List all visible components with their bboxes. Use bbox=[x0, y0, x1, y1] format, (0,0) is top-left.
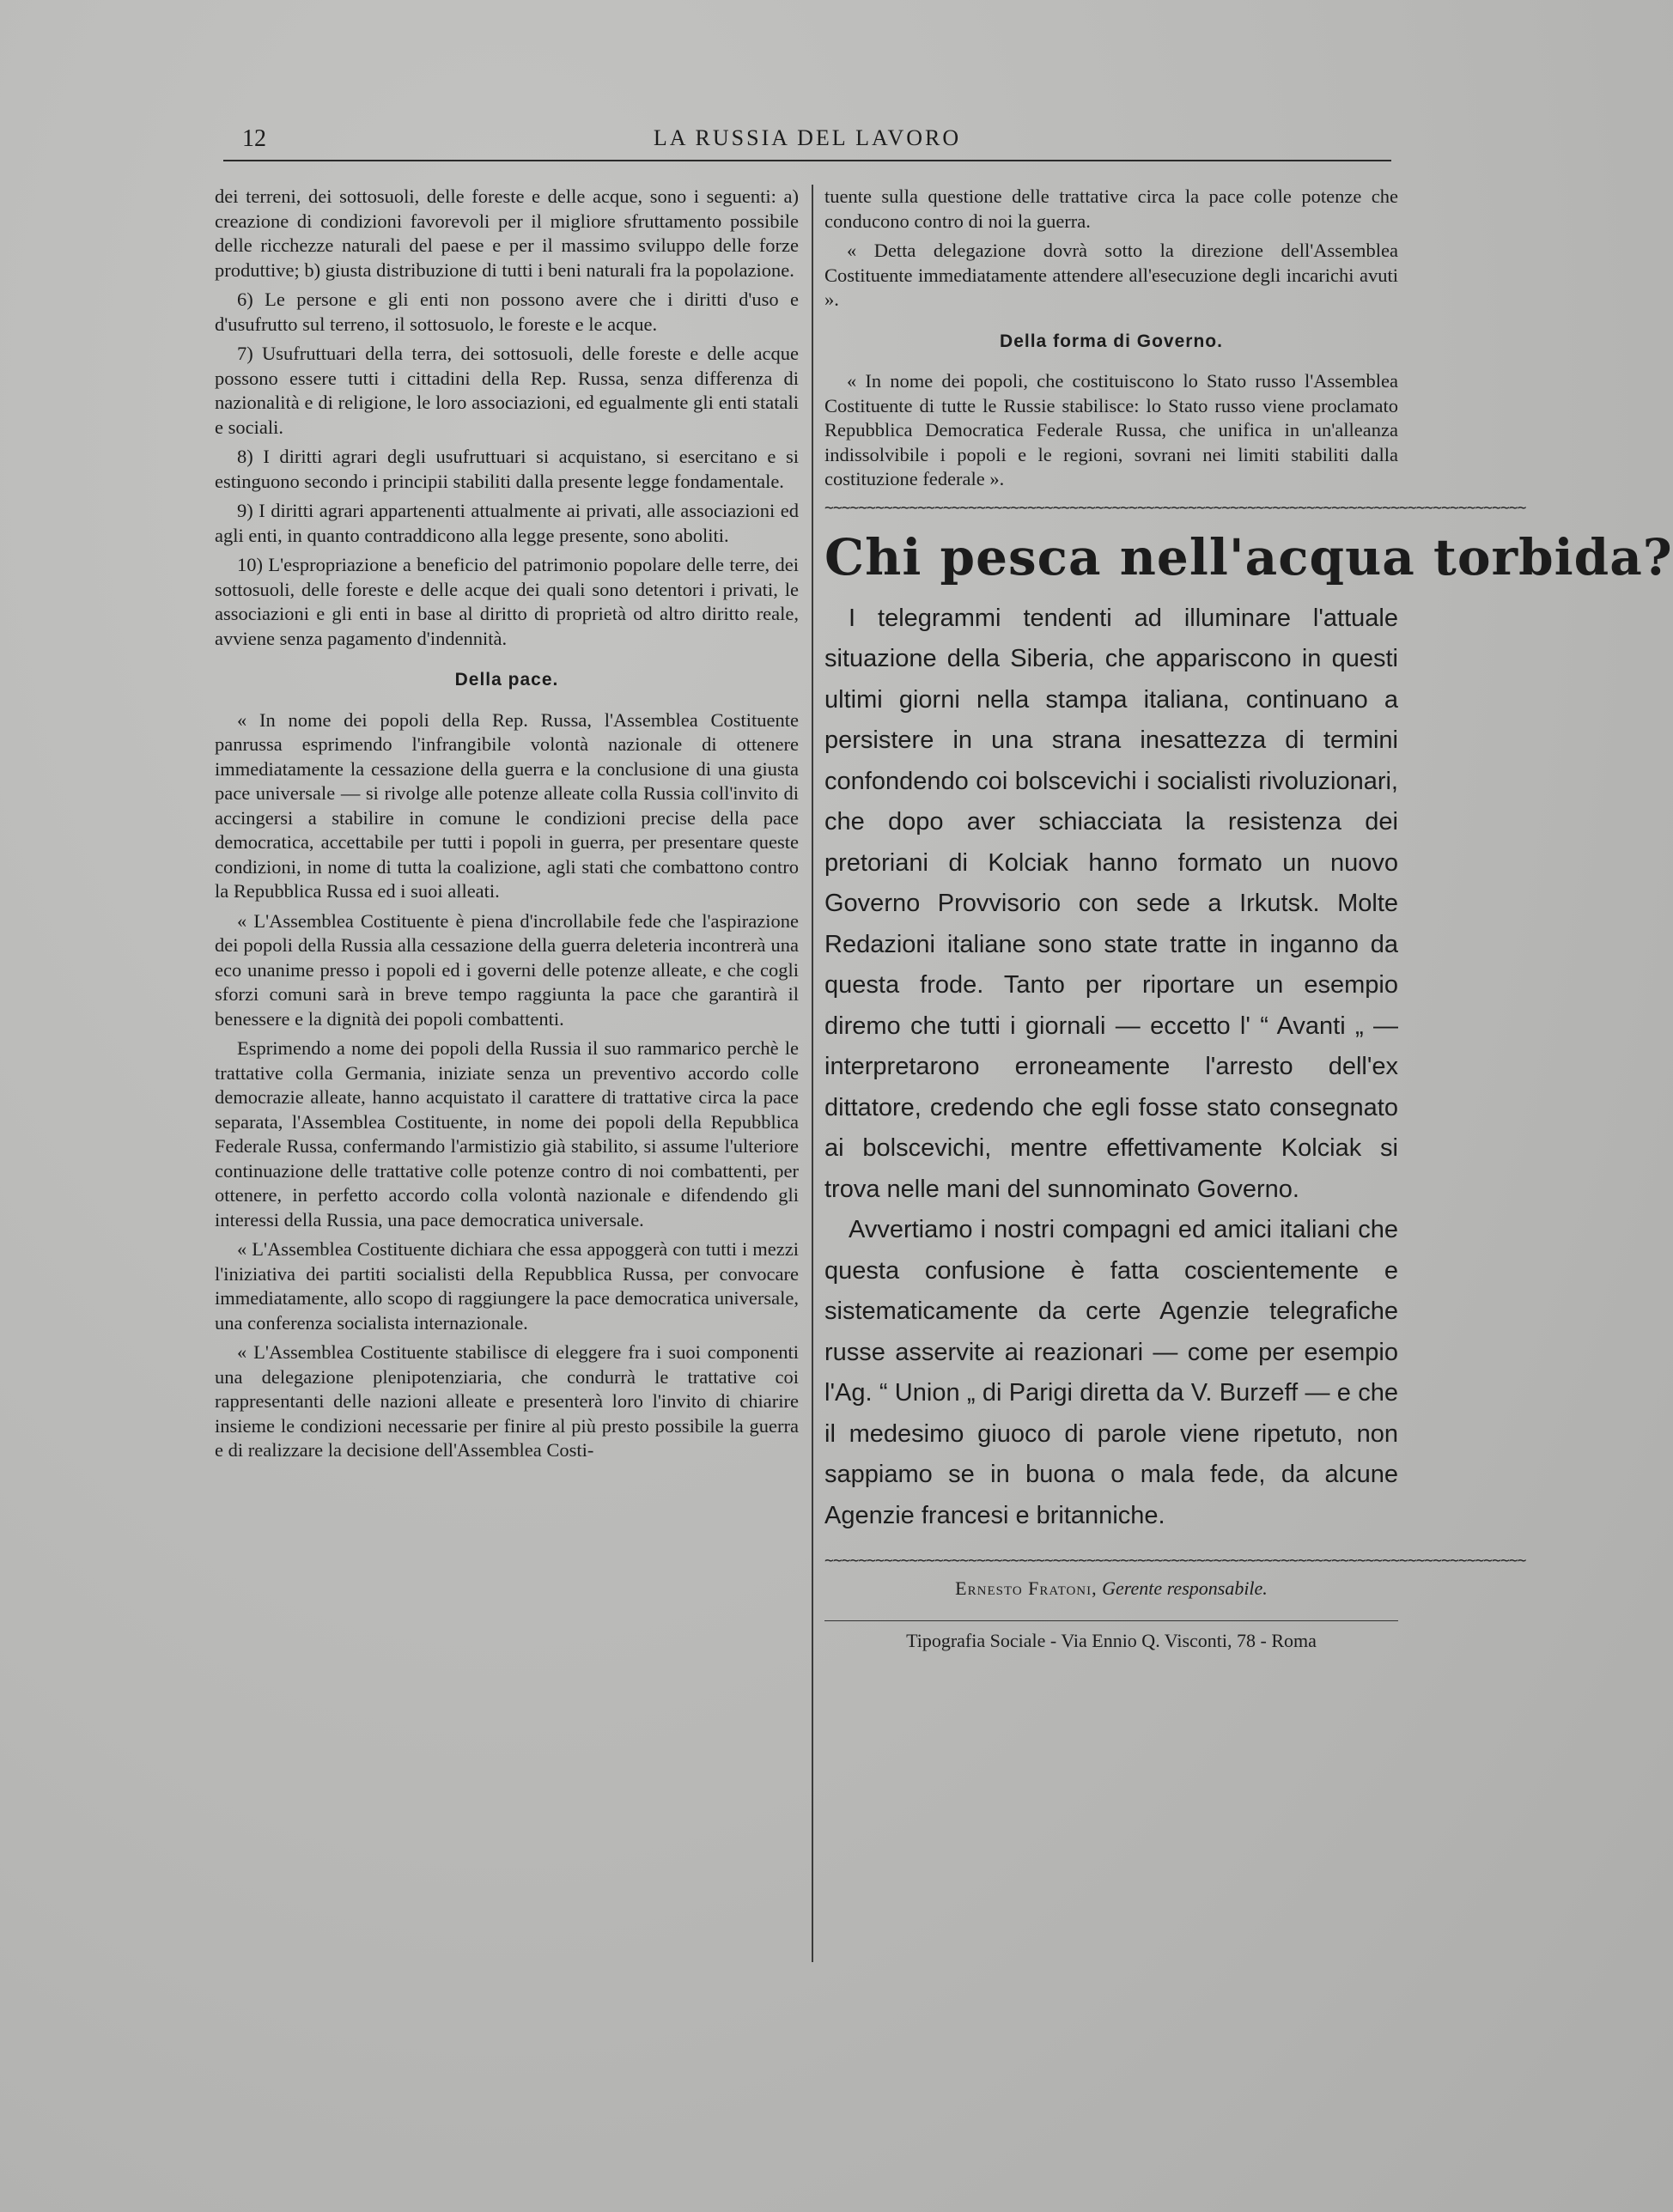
article-7: 7) Usufruttuari della terra, dei sottosuoli, delle foreste e delle acque possono essere tutti i cittadini della Rep. Russa, senza differenza di nazionalità e di religione, le loro associazioni, ed egualmente gli enti statali e sociali. bbox=[215, 343, 799, 438]
peace-paragraph: « L'Assemblea Costituente è piena d'incrollabile fede che l'aspirazione dei popoli della Russia alla cessazione della guerra deleteria incontrerà una eco unanime presso i popoli ed i governi delle potenze alleate, e che cogli sforzi comuni sarà in breve tempo raggiunta la pace che garantirà il benessere e la dignità dei popoli combattenti. bbox=[215, 909, 799, 1030]
continuation-paragraph: tuente sulla questione delle trattative circa la pace colle potenze che conducono contro di noi la guerra. bbox=[824, 185, 1398, 232]
article-paragraph: Avvertiamo i nostri compagni ed amici italiani che questa confusione è fatta coscientemente e sistematicamente da certe Agenzie telegrafiche russe asservite ai reazionari — come per esempio l'Ag. “ Union „ di Parigi diretta da V. Burzeff — e che il medesimo giuoco di parole viene ripetuto, non sappiamo se in buona o mala fede, da alcune Agenzie francesi e britanniche. bbox=[824, 1216, 1398, 1529]
government-heading: Della forma di Governo. bbox=[1000, 331, 1223, 351]
signature-role: Gerente responsabile. bbox=[1102, 1577, 1268, 1599]
article-10: 10) L'espropriazione a beneficio del patrimonio popolare delle terre, dei sottosuoli, delle foreste e delle acque dei quali sono detentori i privati, le associazioni e gli enti in base al diritto di proprietà od altro diritto reale, avviene senza pagamento d'indennità. bbox=[215, 554, 799, 649]
peace-paragraph: « L'Assemblea Costituente dichiara che essa appoggerà con tutti i mezzi l'iniziativa dei partiti socialisti della Repubblica Russa, per convocare immediatamente, allo scopo di raggiungere la pace democratica universale, una conferenza socialista internazionale. bbox=[215, 1238, 799, 1334]
wavy-divider-top: ~~~~~~~~~~~~~~~~~~~~~~~~~~~~~~~~~~~~~~~~~~~~~~~~~~~~~~~~~~~~~~~~~~~~~~~~~~~~~~~~~~~ bbox=[824, 498, 1526, 517]
peace-paragraph: Esprimendo a nome dei popoli della Russia il suo rammarico perchè le trattative colla Germania, iniziate senza un preventivo accordo colle democrazie alleate, hanno acquistato il carattere di trattative circa la pace separata, l'Assemblea Costituente, in nome dei popoli della Repubblica Federale Russa, confermando l'armistizio già stabilito, si assume l'ulteriore continuazione delle trattative colle potenze contro di noi combattenti, per ottenere, in perfetto accordo colla volontà nazionale e difendendo gli interessi della Russia, una pace democratica universale. bbox=[215, 1037, 799, 1231]
printer-rule bbox=[824, 1620, 1398, 1621]
article-paragraph: I telegrammi tendenti ad illuminare l'attuale situazione della Siberia, che appariscono in questi ultimi giorni nella stampa italiana, continuano a persistere in una strana inesattezza di termini confondendo coi bolscevichi i socialisti rivoluzionari, che dopo aver schiacciata la resistenza dei pretoriani di Kolciak hanno formato un nuovo Governo Provvisorio con sede a Irkutsk. Molte Redazioni italiane sono state tratte in inganno da questa frode. Tanto per riportare un esempio diremo che tutti i giornali — eccetto l' “ Avanti „ — interpretarono erroneamente l'arresto dell'ex dittatore, credendo che egli fosse stato consegnato ai bolscevichi, mentre effettivamente Kolciak si trova nelle mani del sunnominato Governo. bbox=[824, 604, 1398, 1203]
intro-paragraph: dei terreni, dei sottosuoli, delle foreste e delle acque, sono i seguenti: a) creazione di condizioni favorevoli per il migliore sfruttamento possibile delle ricchezze naturali del paese e per il massimo sviluppo delle forze produttive; b) giusta distribuzione di tutti i beni naturali fra la popolazione. bbox=[215, 185, 799, 281]
signature-name: Ernesto Fratoni, bbox=[955, 1577, 1098, 1599]
wavy-divider-bottom: ~~~~~~~~~~~~~~~~~~~~~~~~~~~~~~~~~~~~~~~~~~~~~~~~~~~~~~~~~~~~~~~~~~~~~~~~~~~~~~~~~~~ bbox=[824, 1552, 1526, 1570]
peace-paragraph: « In nome dei popoli della Rep. Russa, l'Assemblea Costituente panrussa esprimendo l'infrangibile volontà nazionale di ottenere immediatamente la cessazione della guerra e la conclusione di una giusta pace universale — si rivolge alle potenze alleate colla Russia coll'invito di accingersi a stabilire in comune le condizioni precise della pace democratica, accettabile per tutti i popoli in guerra, per presentare queste condizioni, in nome di tutta la coalizione, agli stati che combattono contro la Repubblica Russa ed i suoi alleati. bbox=[215, 708, 799, 902]
right-column bbox=[824, 185, 1673, 1962]
peace-heading: Della pace. bbox=[454, 670, 559, 690]
left-column bbox=[215, 185, 799, 1962]
page-number: 12 bbox=[242, 125, 266, 152]
government-paragraph: « In nome dei popoli, che costituiscono lo Stato russo l'Assemblea Costituente di tutte le Russie stabilisce: lo Stato russo viene proclamato Repubblica Democratica Federale Russa, che unifica in un'alleanza indissolvibile i popoli e le regioni, sovrani nei limiti stabiliti dalla costituzione federale ». bbox=[824, 370, 1398, 489]
continuation-paragraph: « Detta delegazione dovrà sotto la direzione dell'Assemblea Costituente immediatamente attendere all'esecuzione degli incarichi avuti ». bbox=[824, 240, 1398, 310]
continuation-block bbox=[824, 185, 1398, 492]
header-rule bbox=[223, 160, 1391, 161]
article-9: 9) I diritti agrari appartenenti attualmente ai privati, alle associazioni ed agli enti, in quanto contraddicono alla legge presente, sono aboliti. bbox=[215, 500, 799, 546]
peace-paragraph: « L'Assemblea Costituente stabilisce di eleggere fra i suoi componenti una delegazione plenipotenziaria, che condurrà le trattative coi rappresentanti delle nazioni alleate e presenterà loro l'invito di chiarire insieme le condizioni necessarie per finire al più presto possibile la guerra e di realizzare la decisione dell'Assemblea Costi- bbox=[215, 1341, 799, 1461]
article-headline: Chi pesca nell'acqua torbida? bbox=[824, 527, 1673, 586]
signature-line bbox=[824, 1577, 1398, 1600]
column-divider bbox=[812, 185, 813, 1962]
printer-imprint: Tipografia Sociale - Via Ennio Q. Visconti, 78 - Roma bbox=[906, 1630, 1317, 1651]
article-body bbox=[824, 599, 1398, 1537]
running-title: LA RUSSIA DEL LAVORO bbox=[653, 125, 962, 150]
article-8: 8) I diritti agrari degli usufruttuari si acquistano, si esercitano e si estinguono secondo i principii stabiliti dalla presente legge fondamentale. bbox=[215, 446, 799, 492]
page-header bbox=[223, 120, 1391, 163]
article-6: 6) Le persone e gli enti non possono avere che i diritti d'uso e d'usufrutto sul terreno, il sottosuolo, le foreste e le acque. bbox=[215, 289, 799, 335]
